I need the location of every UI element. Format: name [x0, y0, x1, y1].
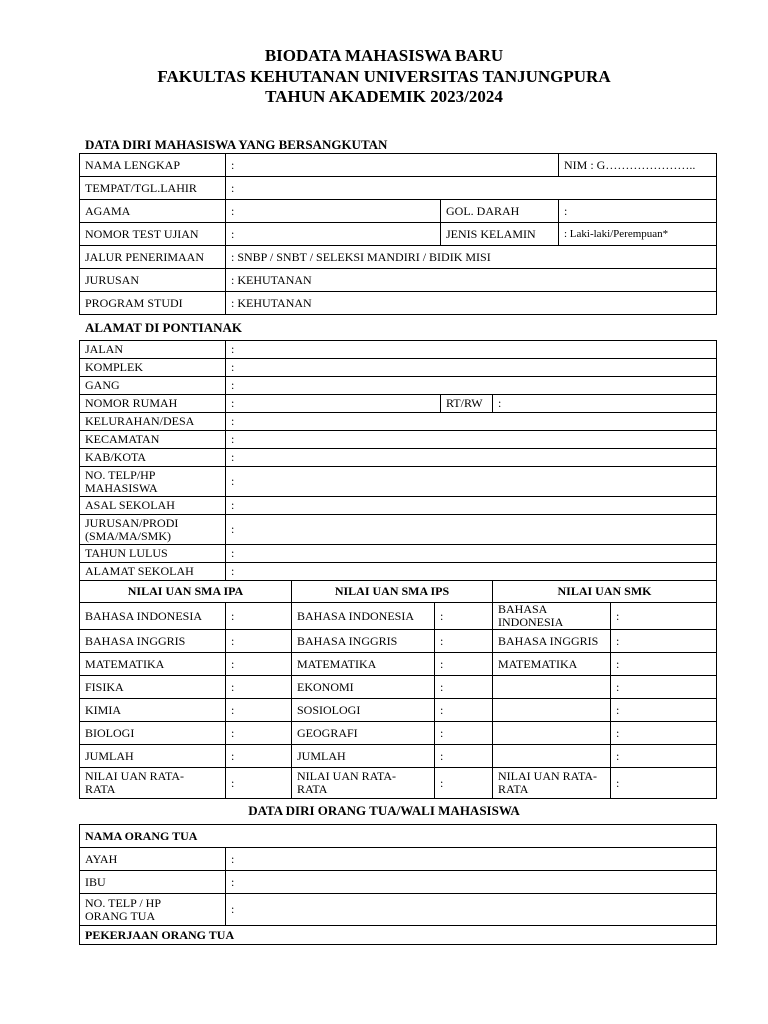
row-agama	[80, 200, 717, 223]
field-komplek[interactable]: :	[226, 359, 717, 377]
nilai-row	[80, 676, 717, 699]
field-tahun-lulus[interactable]: :	[226, 545, 717, 563]
label-prodi: PROGRAM STUDI	[80, 292, 226, 315]
field-nim[interactable]: NIM : G…………………..	[559, 154, 717, 177]
label-jenis-kelamin: JENIS KELAMIN	[441, 223, 559, 246]
rata-line2: RATA	[85, 782, 116, 796]
field-nama-lengkap[interactable]: :	[226, 154, 559, 177]
ips-rata-value[interactable]: :	[435, 768, 493, 799]
ips-subject: GEOGRAFI	[292, 722, 435, 745]
field-telp-mahasiswa[interactable]: :	[226, 467, 717, 497]
nilai-row	[80, 653, 717, 676]
smk-subject: MATEMATIKA	[493, 653, 611, 676]
ipa-subject: BAHASA INGGRIS	[80, 630, 226, 653]
section-data-diri-title: DATA DIRI MAHASISWA YANG BERSANGKUTAN	[85, 137, 388, 152]
label-nomor-test: NOMOR TEST UJIAN	[80, 223, 226, 246]
label-gol-darah: GOL. DARAH	[441, 200, 559, 223]
header-nilai-ipa: NILAI UAN SMA IPA	[80, 581, 292, 603]
field-kelurahan[interactable]: :	[226, 413, 717, 431]
label-alamat-sekolah: ALAMAT SEKOLAH	[80, 563, 226, 581]
smk-value[interactable]: :	[611, 630, 717, 653]
nilai-row	[80, 630, 717, 653]
field-telp-orang-tua[interactable]: :	[226, 894, 717, 926]
field-ayah[interactable]: :	[226, 848, 717, 871]
ips-value[interactable]: :	[435, 745, 493, 768]
label-tahun-lulus: TAHUN LULUS	[80, 545, 226, 563]
ipa-subject: BIOLOGI	[80, 722, 226, 745]
ipa-value[interactable]: :	[226, 676, 292, 699]
row-jalur	[80, 246, 717, 269]
ipa-subject: KIMIA	[80, 699, 226, 722]
data-diri-table	[79, 153, 717, 315]
smk-value[interactable]: :	[611, 699, 717, 722]
rata-line2: RATA	[297, 782, 328, 796]
rata-line1: NILAI UAN RATA-	[85, 769, 185, 783]
ips-subject: JUMLAH	[292, 745, 435, 768]
smk-value[interactable]: :	[611, 653, 717, 676]
title-line-3: TAHUN AKADEMIK 2023/2024	[265, 87, 503, 106]
smk-value[interactable]: :	[611, 745, 717, 768]
ipa-value[interactable]: :	[226, 630, 292, 653]
label-telp-mahasiswa	[80, 467, 226, 497]
header-nama-orang-tua: NAMA ORANG TUA	[80, 825, 717, 848]
ipa-subject: JUMLAH	[80, 745, 226, 768]
smk-value[interactable]: :	[611, 722, 717, 745]
field-gol-darah[interactable]: :	[559, 200, 717, 223]
label-ayah: AYAH	[80, 848, 226, 871]
field-kab-kota[interactable]: :	[226, 449, 717, 467]
row-nama-lengkap	[80, 154, 717, 177]
ips-value[interactable]: :	[435, 653, 493, 676]
ips-value[interactable]: :	[435, 630, 493, 653]
label-nomor-rumah: NOMOR RUMAH	[80, 395, 226, 413]
label-nama-lengkap: NAMA LENGKAP	[80, 154, 226, 177]
ips-subject: SOSIOLOGI	[292, 699, 435, 722]
label-telp-orang-tua	[80, 894, 226, 926]
field-jalur[interactable]: : SNBP / SNBT / SELEKSI MANDIRI / BIDIK MISI	[226, 246, 717, 269]
field-prodi[interactable]: : KEHUTANAN	[226, 292, 717, 315]
label-ibu: IBU	[80, 871, 226, 894]
ips-value[interactable]: :	[435, 699, 493, 722]
nilai-rata-row	[80, 768, 717, 799]
rata-line2: RATA	[498, 782, 529, 796]
smk-value[interactable]: :	[611, 603, 717, 630]
label-kelurahan: KELURAHAN/DESA	[80, 413, 226, 431]
document-title	[0, 46, 768, 108]
label-jurprodi-line2: (SMA/MA/SMK)	[85, 528, 172, 543]
title-line-1: BIODATA MAHASISWA BARU	[264, 46, 504, 65]
alamat-table	[79, 340, 717, 799]
label-gang: GANG	[80, 377, 226, 395]
label-jurusan: JURUSAN	[80, 269, 226, 292]
label-rt-rw: RT/RW	[441, 395, 493, 413]
field-gang[interactable]: :	[226, 377, 717, 395]
smk-subject	[493, 699, 611, 722]
label-ttl: TEMPAT/TGL.LAHIR	[80, 177, 226, 200]
section-orang-tua-title: DATA DIRI ORANG TUA/WALI MAHASISWA	[248, 803, 520, 818]
field-ibu[interactable]: :	[226, 871, 717, 894]
header-pekerjaan-orang-tua: PEKERJAAN ORANG TUA	[80, 926, 717, 945]
ips-subject: MATEMATIKA	[292, 653, 435, 676]
label-telp-line2: MAHASISWA	[85, 480, 158, 495]
nilai-row	[80, 745, 717, 768]
smk-rata-label	[493, 768, 611, 799]
label-asal-sekolah: ASAL SEKOLAH	[80, 497, 226, 515]
smk-subject	[493, 745, 611, 768]
ipa-value[interactable]: :	[226, 745, 292, 768]
label-telp-line1: NO. TELP/HP	[85, 467, 156, 482]
ipa-value[interactable]: :	[226, 653, 292, 676]
field-kecamatan[interactable]: :	[226, 431, 717, 449]
ipa-value[interactable]: :	[226, 722, 292, 745]
row-nomor-test	[80, 223, 717, 246]
nilai-header-row	[80, 581, 717, 603]
smk-subject: BAHASA INDONESIA	[493, 603, 611, 630]
ipa-value[interactable]: :	[226, 699, 292, 722]
nilai-row	[80, 603, 717, 630]
ips-subject: BAHASA INDONESIA	[292, 603, 435, 630]
label-telp-ortu-line2: ORANG TUA	[85, 908, 156, 923]
smk-subject	[493, 676, 611, 699]
field-alamat-sekolah[interactable]: :	[226, 563, 717, 581]
header-nilai-ips: NILAI UAN SMA IPS	[292, 581, 493, 603]
row-prodi	[80, 292, 717, 315]
field-jalan[interactable]: :	[226, 341, 717, 359]
row-ttl	[80, 177, 717, 200]
ips-value[interactable]: :	[435, 676, 493, 699]
ips-value[interactable]: :	[435, 722, 493, 745]
header-nilai-smk: NILAI UAN SMK	[493, 581, 717, 603]
ips-subject: EKONOMI	[292, 676, 435, 699]
nilai-row	[80, 699, 717, 722]
ipa-subject: FISIKA	[80, 676, 226, 699]
rata-line1: NILAI UAN RATA-	[297, 769, 397, 783]
label-komplek: KOMPLEK	[80, 359, 226, 377]
field-ttl[interactable]: :	[226, 177, 717, 200]
label-jalur: JALUR PENERIMAAN	[80, 246, 226, 269]
ipa-subject: MATEMATIKA	[80, 653, 226, 676]
smk-subject	[493, 722, 611, 745]
label-telp-ortu-line1: NO. TELP / HP	[85, 895, 162, 910]
ips-rata-label	[292, 768, 435, 799]
section-alamat-title: ALAMAT DI PONTIANAK	[85, 320, 242, 335]
label-jurusan-prodi	[80, 515, 226, 545]
field-agama[interactable]: :	[226, 200, 441, 223]
row-jurusan	[80, 269, 717, 292]
ips-value[interactable]: :	[435, 603, 493, 630]
ips-subject: BAHASA INGGRIS	[292, 630, 435, 653]
label-jurprodi-line1: JURUSAN/PRODI	[85, 515, 179, 530]
rata-line1: NILAI UAN RATA-	[498, 769, 598, 783]
smk-subject: BAHASA INGGRIS	[493, 630, 611, 653]
field-jurusan-prodi[interactable]: :	[226, 515, 717, 545]
label-jalan: JALAN	[80, 341, 226, 359]
ipa-subject: BAHASA INDONESIA	[80, 603, 226, 630]
ipa-rata-label	[80, 768, 226, 799]
ipa-rata-value[interactable]: :	[226, 768, 292, 799]
label-agama: AGAMA	[80, 200, 226, 223]
smk-rata-value[interactable]: :	[611, 768, 717, 799]
field-nomor-rumah[interactable]: :	[226, 395, 441, 413]
field-asal-sekolah[interactable]: :	[226, 497, 717, 515]
label-kab-kota: KAB/KOTA	[80, 449, 226, 467]
field-jenis-kelamin[interactable]: : Laki-laki/Perempuan*	[559, 223, 717, 246]
field-rt-rw[interactable]: :	[493, 395, 717, 413]
title-line-2: FAKULTAS KEHUTANAN UNIVERSITAS TANJUNGPURA	[157, 66, 611, 86]
field-jurusan[interactable]: : KEHUTANAN	[226, 269, 717, 292]
nilai-row	[80, 722, 717, 745]
smk-value[interactable]: :	[611, 676, 717, 699]
ipa-value[interactable]: :	[226, 603, 292, 630]
orang-tua-table	[79, 824, 717, 945]
field-nomor-test[interactable]: :	[226, 223, 441, 246]
label-kecamatan: KECAMATAN	[80, 431, 226, 449]
